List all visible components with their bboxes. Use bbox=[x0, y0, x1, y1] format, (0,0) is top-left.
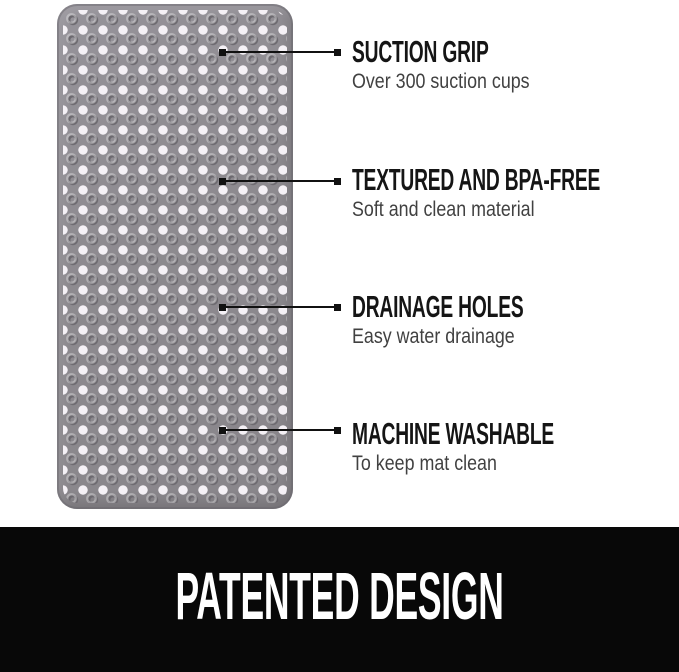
feature-title: SUCTION GRIP bbox=[352, 34, 489, 69]
callout-line-drainage bbox=[222, 306, 338, 308]
feature-title: DRAINAGE HOLES bbox=[352, 289, 524, 324]
callout-line-suction-grip bbox=[222, 51, 338, 53]
feature-machine-washable bbox=[352, 418, 672, 475]
feature-subtitle: Easy water drainage bbox=[352, 325, 515, 348]
banner-label: PATENTED DESIGN bbox=[175, 559, 504, 634]
feature-drainage-holes bbox=[352, 291, 672, 348]
feature-subtitle: Over 300 suction cups bbox=[352, 70, 530, 93]
callout-line-textured bbox=[222, 180, 338, 182]
feature-title: TEXTURED AND BPA-FREE bbox=[352, 162, 601, 197]
feature-textured-bpa-free bbox=[352, 164, 672, 221]
feature-suction-grip bbox=[352, 36, 672, 93]
feature-subtitle: To keep mat clean bbox=[352, 452, 497, 475]
feature-title: MACHINE WASHABLE bbox=[352, 416, 555, 451]
callout-line-washable bbox=[222, 429, 338, 431]
patented-design-banner bbox=[0, 527, 679, 672]
bath-mat-image bbox=[57, 4, 293, 509]
feature-subtitle: Soft and clean material bbox=[352, 198, 535, 221]
